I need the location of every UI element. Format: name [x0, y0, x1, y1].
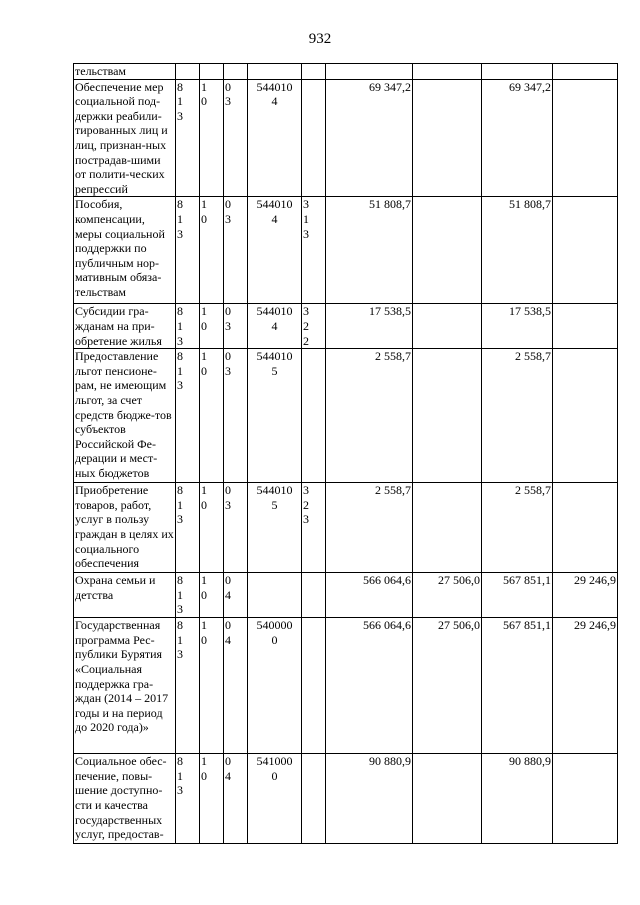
cell-amount-1: 2 558,7: [326, 349, 413, 483]
cell-subsection: 0 3: [224, 304, 248, 349]
cell-target-article: 544010 4: [248, 79, 302, 197]
cell-target-article: 541000 0: [248, 754, 302, 844]
cell-amount-2: 27 506,0: [413, 573, 482, 618]
cell-amount-3: 2 558,7: [482, 483, 553, 573]
cell-subsection: 0 4: [224, 754, 248, 844]
cell-section: 1 0: [200, 754, 224, 844]
cell-subsection: 0 3: [224, 349, 248, 483]
cell-amount-1: 2 558,7: [326, 483, 413, 573]
row-name: Социальное обес-печение, повы-шение доступно-сти и качества государственных услуг, предостав-: [74, 754, 176, 844]
row-name: Государственная программа Рес-публики Бурятия «Социальная поддержка гра-ждан (2014 – 2017 годы и на период до 2020 года)»: [74, 618, 176, 754]
cell-target-article: 544010 4: [248, 197, 302, 304]
cell-amount-1: 51 808,7: [326, 197, 413, 304]
cell-amount-2: [413, 483, 482, 573]
cell-target-article: 544010 5: [248, 483, 302, 573]
row-name: тельствам: [74, 64, 176, 80]
cell-target-article: 544010 4: [248, 304, 302, 349]
cell-amount-2: [413, 197, 482, 304]
cell-expense-type: 3 2 3: [302, 483, 326, 573]
table-row: [74, 197, 618, 304]
cell-amount-2: [413, 79, 482, 197]
cell-ministry: 8 1 3: [176, 618, 200, 754]
cell-section: 1 0: [200, 573, 224, 618]
cell-ministry: 8 1 3: [176, 483, 200, 573]
cell-amount-3: 17 538,5: [482, 304, 553, 349]
cell-amount-2: [413, 64, 482, 80]
cell-amount-2: [413, 304, 482, 349]
cell-amount-4: [553, 197, 618, 304]
cell-section: 1 0: [200, 618, 224, 754]
cell-expense-type: 3 2 2: [302, 304, 326, 349]
cell-amount-2: [413, 754, 482, 844]
cell-amount-1: 566 064,6: [326, 618, 413, 754]
cell-amount-4: [553, 483, 618, 573]
row-name: Пособия, компенсации, меры социальной поддержки по публичным нор-мативным обяза-тельствам: [74, 197, 176, 304]
cell-subsection: 0 4: [224, 618, 248, 754]
cell-target-article: 544010 5: [248, 349, 302, 483]
cell-ministry: 8 1 3: [176, 79, 200, 197]
cell-ministry: 8 1 3: [176, 304, 200, 349]
table-row: [74, 483, 618, 573]
cell-amount-4: [553, 349, 618, 483]
cell-subsection: 0 4: [224, 573, 248, 618]
cell-amount-3: [482, 64, 553, 80]
page-number: 932: [308, 31, 332, 47]
row-name: Приобретение товаров, работ, услуг в пользу граждан в целях их социального обеспечения: [74, 483, 176, 573]
cell-amount-3: 90 880,9: [482, 754, 553, 844]
table-row: [74, 754, 618, 844]
table-row: [74, 618, 618, 754]
cell-amount-2: 27 506,0: [413, 618, 482, 754]
cell-target-article: [248, 573, 302, 618]
cell-amount-4: 29 246,9: [553, 618, 618, 754]
cell-amount-1: 17 538,5: [326, 304, 413, 349]
cell-amount-1: 566 064,6: [326, 573, 413, 618]
table-row: [74, 304, 618, 349]
cell-subsection: 0 3: [224, 483, 248, 573]
cell-subsection: 0 3: [224, 197, 248, 304]
row-name: Охрана семьи и детства: [74, 573, 176, 618]
cell-amount-4: [553, 79, 618, 197]
cell-amount-4: [553, 304, 618, 349]
cell-amount-4: [553, 754, 618, 844]
cell-expense-type: [302, 573, 326, 618]
cell-section: 1 0: [200, 349, 224, 483]
cell-amount-3: 2 558,7: [482, 349, 553, 483]
table-row: [74, 79, 618, 197]
cell-expense-type: [302, 79, 326, 197]
cell-expense-type: [302, 618, 326, 754]
cell-amount-4: 29 246,9: [553, 573, 618, 618]
cell-expense-type: [302, 64, 326, 80]
cell-amount-1: [326, 64, 413, 80]
table-row: [74, 573, 618, 618]
cell-expense-type: 3 1 3: [302, 197, 326, 304]
row-name: Предоставление льгот пенсионе-рам, не имеющим льгот, за счет средств бюдже-тов субъектов Российской Фе-дерации и мест-ных бюджетов: [74, 349, 176, 483]
cell-section: [200, 64, 224, 80]
cell-ministry: 8 1 3: [176, 349, 200, 483]
table-row: [74, 64, 618, 80]
cell-ministry: [176, 64, 200, 80]
cell-amount-3: 69 347,2: [482, 79, 553, 197]
cell-target-article: [248, 64, 302, 80]
cell-amount-1: 69 347,2: [326, 79, 413, 197]
cell-subsection: [224, 64, 248, 80]
cell-subsection: 0 3: [224, 79, 248, 197]
row-name: Субсидии гра-жданам на при-обретение жилья: [74, 304, 176, 349]
cell-amount-4: [553, 64, 618, 80]
cell-expense-type: [302, 754, 326, 844]
cell-amount-3: 51 808,7: [482, 197, 553, 304]
row-name: Обеспечение мер социальной под-держки реабили-тированных лиц и лиц, признан-ных пострадав-шими от полити-ческих репрессий: [74, 79, 176, 197]
budget-table: [73, 63, 618, 844]
cell-amount-1: 90 880,9: [326, 754, 413, 844]
table-row: [74, 349, 618, 483]
cell-amount-2: [413, 349, 482, 483]
cell-target-article: 540000 0: [248, 618, 302, 754]
cell-section: 1 0: [200, 197, 224, 304]
cell-ministry: 8 1 3: [176, 197, 200, 304]
cell-amount-3: 567 851,1: [482, 618, 553, 754]
cell-section: 1 0: [200, 304, 224, 349]
cell-section: 1 0: [200, 483, 224, 573]
cell-ministry: 8 1 3: [176, 573, 200, 618]
cell-amount-3: 567 851,1: [482, 573, 553, 618]
cell-section: 1 0: [200, 79, 224, 197]
cell-expense-type: [302, 349, 326, 483]
cell-ministry: 8 1 3: [176, 754, 200, 844]
